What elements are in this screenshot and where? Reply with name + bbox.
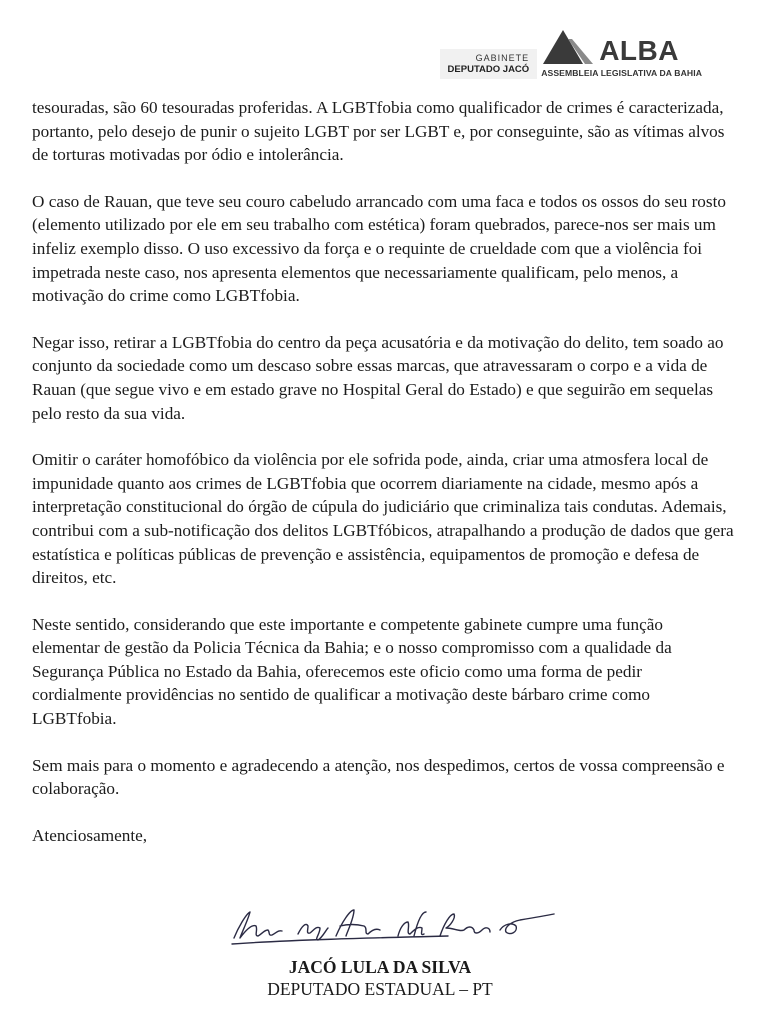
alba-wordmark: ALBA [599,35,679,66]
signatory-role: DEPUTADO ESTADUAL – PT [267,979,493,999]
alba-subtitle: ASSEMBLEIA LEGISLATIVA DA BAHIA [541,68,702,78]
paragraph: Neste sentido, considerando que este importante e competente gabinete cumpre uma função elementar de gestão da Policia Técnica da Bahia; e o nosso compromisso com a qualidade da Segurança Pública no Estado da Bahia, oferecemos este oficio como uma forma de pedir cordialmente providências no sentido de qualificar a motivação deste bárbaro crime como LGBTfobia. [32,614,672,729]
handwritten-signature [228,900,558,948]
gabinete-line2: DEPUTADO JACÓ [447,64,530,75]
letter-body [32,96,734,847]
alba-logo [541,26,702,78]
signatory-block [200,956,560,1001]
paragraph: Negar isso, retirar a LGBTfobia do centro da peça acusatória e da motivação do delito, tem soado ao conjunto da sociedade como um descaso sobre essas marcas, que atravessaram o corpo e a vida de Rauan (que segue vivo e em estado grave no Hospital Geral do Estado) e que seguirão em sequelas pelo resto da sua vida. [32,332,724,423]
signatory-name: JACÓ LULA DA SILVA [288,957,472,977]
letterhead [440,22,702,82]
closing-salutation: Atenciosamente, [32,825,148,845]
gabinete-label [440,49,538,79]
alba-triangle-icon [541,28,595,66]
gabinete-line1: GABINETE [475,53,530,63]
paragraph: tesouradas, são 60 tesouradas proferidas. A LGBTfobia como qualificador de crimes é caracterizada, portanto, pelo desejo de punir o sujeito LGBT por ser LGBT e, por conseguinte, são as vítimas alvos de torturas motivadas por ódio e intolerância. [32,98,725,165]
paragraph: Sem mais para o momento e agradecendo a atenção, nos despedimos, certos de vossa compreensão e colaboração. [32,755,725,799]
paragraph: Omitir o caráter homofóbico da violência por ele sofrida pode, ainda, criar uma atmosfera local de impunidade quanto aos crimes de LGBTfobia que ocorrem diariamente na cidade, mesmo após a interpretação constitucional do órgão de cúpula do judiciário que criminaliza tais condutas. Ademais, contribui com a sub-notificação dos delitos LGBTfóbicos, atrapalhando a produção de dados que gera estatística e políticas públicas de prevenção e assistência, equipamentos de promoção e defesa de direitos, etc. [32,450,734,588]
paragraph: O caso de Rauan, que teve seu couro cabeludo arrancado com uma faca e todos os ossos do seu rosto (elemento utilizado por ele em seu trabalho com estética) foram quebrados, parece-nos ser mais um infeliz exemplo disso. O uso excessivo da força e o requinte de crueldade com que a violência foi impetrada neste caso, nos apresenta elementos que necessariamente qualificam, pelo menos, a motivação do crime como LGBTfobia. [32,191,726,306]
